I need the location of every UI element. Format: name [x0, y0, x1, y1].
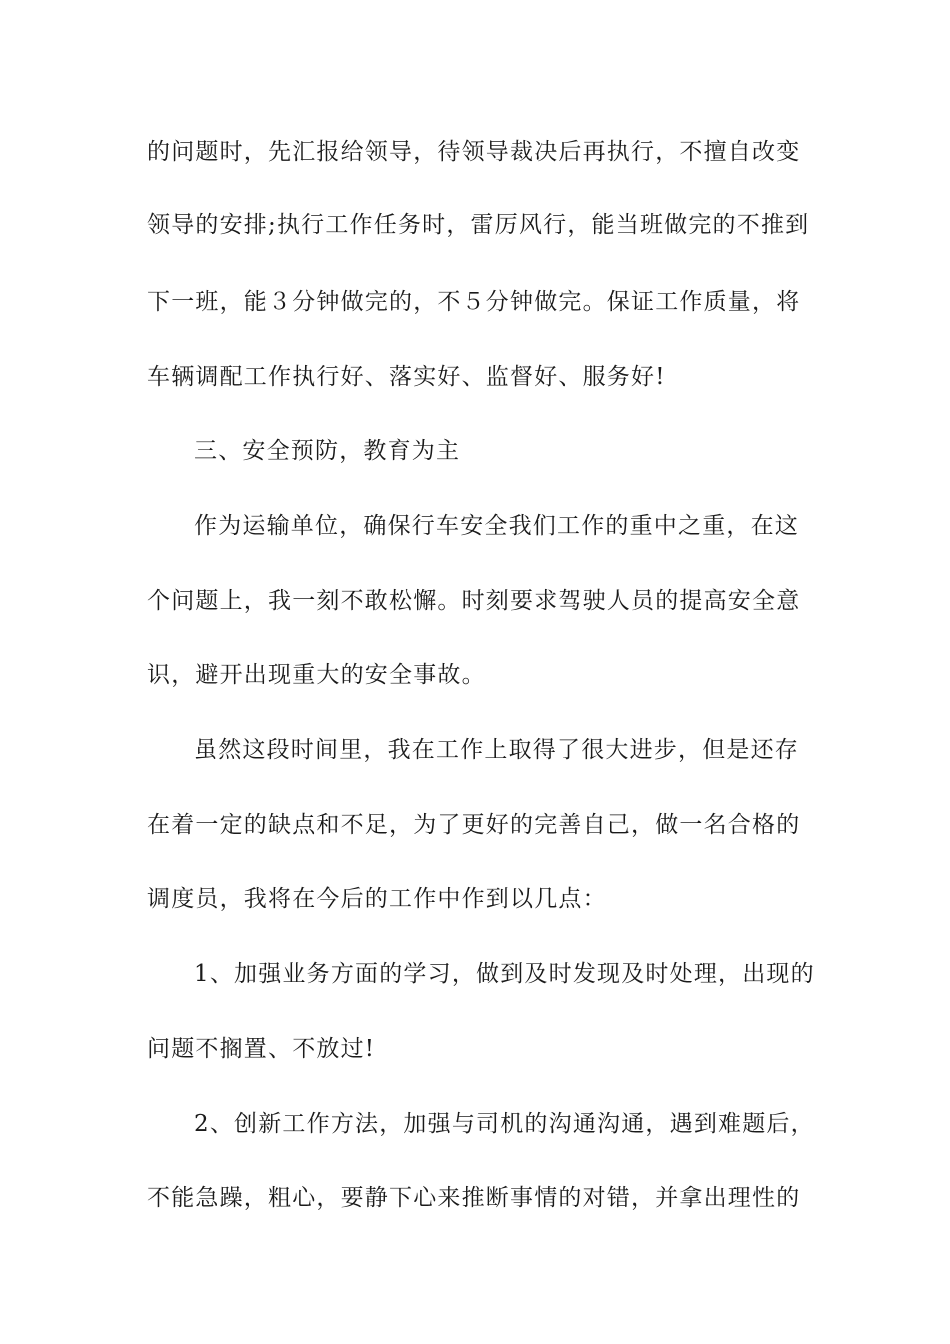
text-line: 在着一定的缺点和不足，为了更好的完善自己，做一名合格的 — [147, 812, 801, 838]
section-heading: 三、安全预防，教育为主 — [194, 438, 461, 464]
text-line: 的问题时，先汇报给领导，待领导裁决后再执行，不擅自改变 — [147, 139, 801, 165]
text-line: 不能急躁，粗心，要静下心来推断事情的对错，并拿出理性的 — [147, 1185, 801, 1211]
text-line: 问题不搁置、不放过! — [147, 1036, 376, 1062]
list-item-1-line: 1、加强业务方面的学习，做到及时发现及时处理，出现的 — [194, 961, 815, 987]
text-line: 车辆调配工作执行好、落实好、监督好、服务好! — [147, 364, 666, 390]
text-line: 下一班，能３分钟做完的，不５分钟做完。保证工作质量，将 — [147, 289, 801, 315]
text-line: 调度员，我将在今后的工作中作到以几点： — [147, 886, 607, 912]
text-line: 识，避开出现重大的安全事故。 — [147, 662, 486, 688]
list-item-2-line: 2、创新工作方法，加强与司机的沟通沟通，遇到难题后， — [194, 1111, 815, 1137]
text-line: 领导的安排;执行工作任务时，雷厉风行，能当班做完的不推到 — [147, 212, 810, 238]
paragraph-start-line: 虽然这段时间里，我在工作上取得了很大进步，但是还存 — [194, 737, 799, 763]
paragraph-start-line: 作为运输单位，确保行车安全我们工作的重中之重，在这 — [194, 513, 799, 539]
text-line: 个问题上，我一刻不敢松懈。时刻要求驾驶人员的提高安全意 — [147, 588, 801, 614]
